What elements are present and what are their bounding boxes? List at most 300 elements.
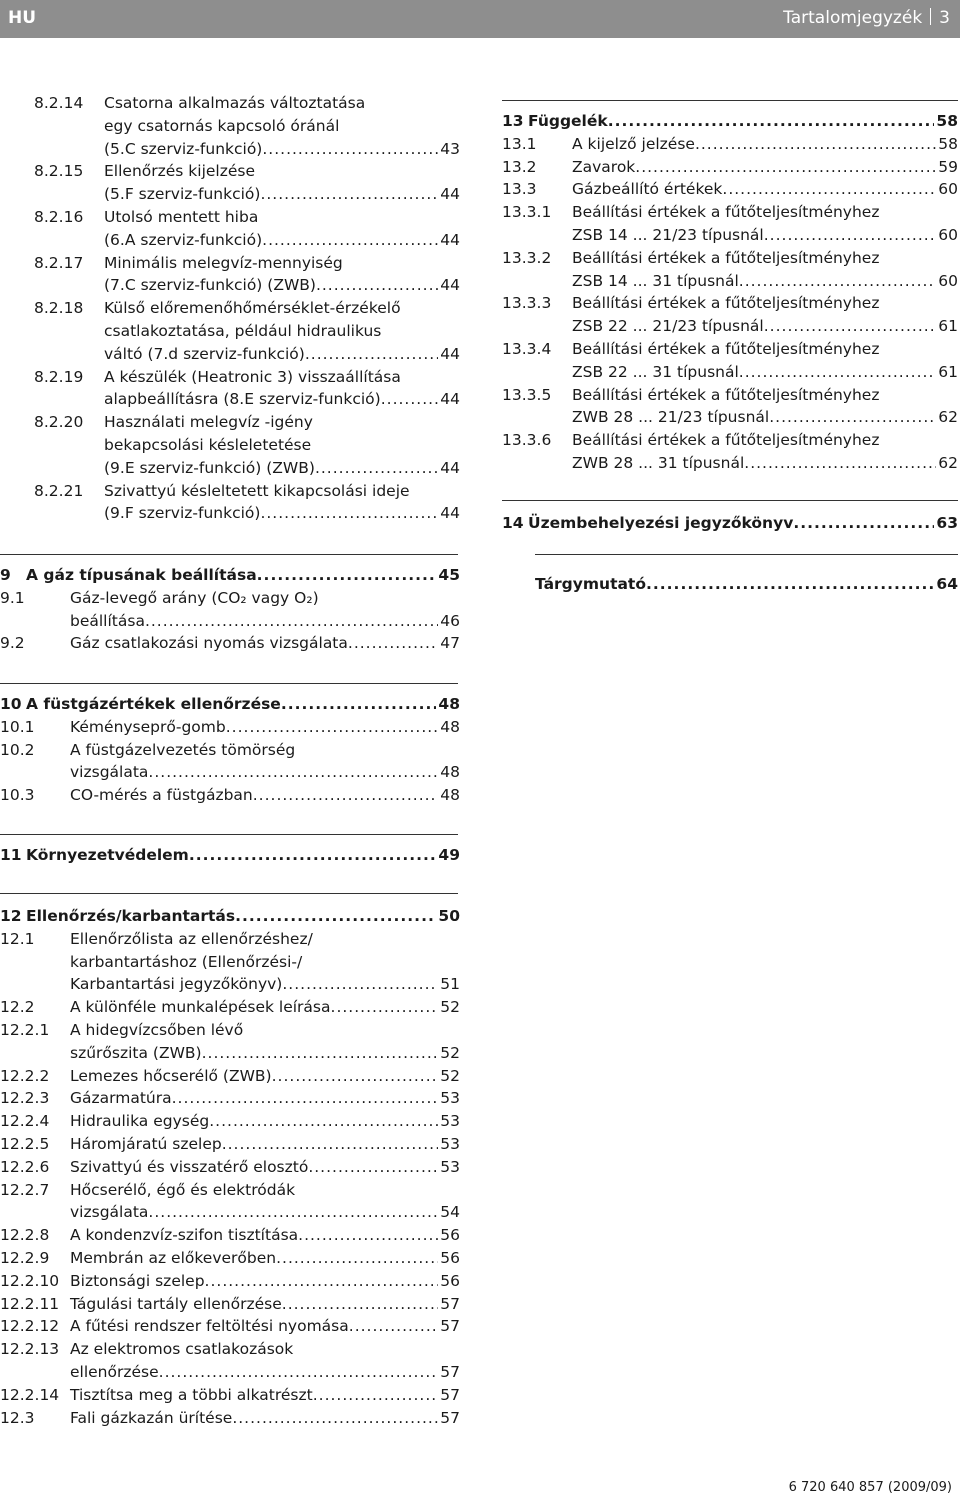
toc-entry-number: 13.3.4 xyxy=(502,340,552,358)
toc-entry-title: Szivattyú és visszatérő elosztó xyxy=(70,1157,309,1176)
toc-entry-page: 53 xyxy=(440,1089,460,1108)
toc-entry xyxy=(0,928,460,951)
toc-entry-number: 13.3.1 xyxy=(502,203,552,222)
toc-leader-dots xyxy=(722,178,936,201)
toc-entry xyxy=(502,452,958,475)
toc-entry xyxy=(34,92,460,115)
toc-entry-title: bekapcsolási késleletetése xyxy=(104,436,312,454)
toc-entry-number: 10.1 xyxy=(0,717,35,736)
toc-entry xyxy=(34,411,460,434)
toc-leader-dots xyxy=(260,183,438,206)
toc-entry-page: 57 xyxy=(440,1385,460,1404)
toc-entry xyxy=(0,784,460,807)
toc-entry-title: csatlakoztatása, például hidraulikus xyxy=(104,322,382,340)
toc-chapter-heading xyxy=(535,573,958,596)
toc-entry-title: ellenőrzése xyxy=(70,1363,159,1381)
header-divider xyxy=(930,8,931,25)
toc-entry-number: 8.2.20 xyxy=(34,413,84,432)
toc-entry xyxy=(34,274,460,297)
toc-leader-dots xyxy=(276,1247,438,1270)
toc-entry xyxy=(502,270,958,293)
toc-entry xyxy=(34,138,460,161)
toc-entry-page: 53 xyxy=(440,1135,460,1153)
toc-leader-dots xyxy=(315,457,438,480)
toc-leader-dots xyxy=(695,133,936,156)
toc-leader-dots xyxy=(348,632,438,655)
toc-entry xyxy=(502,201,958,224)
toc-entry-title: Környezetvédelem xyxy=(26,846,189,864)
toc-entry-title: Kéményseprő-gomb xyxy=(70,717,226,736)
toc-entry-title: Utolsó mentett hiba xyxy=(104,208,259,226)
toc-entry xyxy=(502,406,958,429)
toc-entry-page: 48 xyxy=(440,763,460,782)
toc-entry-number xyxy=(502,315,572,338)
toc-entry-title: ZSB 22 ... 21/23 típusnál xyxy=(572,317,764,336)
toc-entry-title: szűrőszita (ZWB) xyxy=(70,1043,202,1062)
toc-leader-dots xyxy=(282,973,438,996)
toc-entry-page: 62 xyxy=(938,408,958,427)
toc-entry xyxy=(0,716,460,739)
toc-entry-page: 64 xyxy=(936,575,958,593)
toc-entry-number xyxy=(34,502,104,525)
toc-entry-title: Beállítási értékek a fűtőteljesítményhez xyxy=(572,294,880,313)
toc-leader-dots xyxy=(608,110,935,133)
toc-leader-dots xyxy=(308,1156,438,1179)
toc-entry-number xyxy=(34,388,104,411)
toc-chapter-heading xyxy=(502,110,958,133)
toc-leader-dots xyxy=(272,1065,438,1088)
toc-entry xyxy=(34,183,460,206)
divider-ch10 xyxy=(0,683,458,684)
toc-entry xyxy=(0,1133,460,1156)
toc-entry-number: 8.2.16 xyxy=(34,208,84,226)
toc-entry-title: Külső előremenőhőmérséklet-érzékelő xyxy=(104,299,401,318)
toc-entry xyxy=(0,1156,460,1179)
toc-entry-number: 8.2.15 xyxy=(34,162,84,181)
toc-entry-number: 10.2 xyxy=(0,740,35,759)
toc-entry-number: 13.2 xyxy=(502,157,537,176)
toc-entry-title: Gáz csatlakozási nyomás vizsgálata xyxy=(70,634,348,653)
toc-entry-title: Hőcserélő, égő és elektródák xyxy=(70,1180,296,1199)
toc-leader-dots xyxy=(232,1407,438,1430)
toc-entry-page: 62 xyxy=(938,454,958,472)
toc-entry xyxy=(0,1293,460,1316)
toc-entry-page: 57 xyxy=(440,1363,460,1381)
toc-entry-number xyxy=(0,610,70,633)
toc-entry xyxy=(0,1042,460,1065)
toc-entry xyxy=(502,133,958,156)
toc-entry-number xyxy=(34,138,104,161)
toc-entry-number: 12.2.11 xyxy=(0,1294,60,1313)
toc-leader-dots xyxy=(202,1042,438,1065)
toc-entry-number xyxy=(502,224,572,247)
toc-entry xyxy=(34,115,460,138)
toc-entry xyxy=(0,996,460,1019)
toc-entry-title: Ellenőrzés/karbantartás xyxy=(26,907,236,925)
toc-chapter-heading xyxy=(0,905,460,928)
toc-entry-page: 53 xyxy=(440,1157,460,1176)
toc-entry xyxy=(502,178,958,201)
toc-leader-dots xyxy=(222,1133,438,1156)
language-code: HU xyxy=(8,8,37,28)
toc-entry-number xyxy=(34,115,104,138)
toc-entry-title: A fűtési rendszer feltöltési nyomása xyxy=(70,1317,349,1336)
toc-entry xyxy=(0,761,460,784)
toc-entry-title: Gázbeállító értékek xyxy=(572,180,723,199)
toc-entry-number xyxy=(502,270,572,293)
toc-entry-number: 12.2.5 xyxy=(0,1135,50,1153)
toc-entry xyxy=(0,1201,460,1224)
toc-entry-page: 48 xyxy=(438,695,460,713)
toc-leader-dots xyxy=(262,138,438,161)
toc-entry-number xyxy=(34,343,104,366)
toc-entry-title: Beállítási értékek a fűtőteljesítményhez xyxy=(572,203,880,222)
toc-entry-number: 12.2 xyxy=(0,998,35,1017)
toc-entry xyxy=(502,338,958,361)
toc-entry-page: 49 xyxy=(438,846,460,864)
toc-entry-page: 52 xyxy=(440,1066,460,1085)
toc-leader-dots xyxy=(172,1087,438,1110)
toc-entry xyxy=(34,320,460,343)
toc-leader-dots xyxy=(262,229,438,252)
toc-entry xyxy=(0,1247,460,1270)
toc-entry-number: 9 xyxy=(0,566,11,584)
toc-entry-title: A kondenzvíz-szifon tisztítása xyxy=(70,1226,299,1245)
toc-entry-title: (5.C szerviz-funkció) xyxy=(104,139,263,158)
toc-entry-title: ZSB 14 ... 31 típusnál xyxy=(572,271,739,290)
toc-entry xyxy=(0,1361,460,1384)
toc-entry-number xyxy=(0,973,70,996)
toc-entry xyxy=(34,366,460,389)
toc-entry xyxy=(0,1315,460,1338)
toc-entry xyxy=(0,973,460,996)
toc-entry-title: (9.E szerviz-funkció) (ZWB) xyxy=(104,458,315,477)
toc-entry xyxy=(34,434,460,457)
toc-entry xyxy=(34,480,460,503)
toc-entry-number xyxy=(34,229,104,252)
toc-entry-page: 51 xyxy=(440,975,460,994)
toc-entry xyxy=(34,457,460,480)
toc-chapter-heading xyxy=(502,512,958,535)
toc-entry-number xyxy=(34,320,104,343)
toc-entry-title: Használati melegvíz -igény xyxy=(104,413,313,432)
toc-leader-dots xyxy=(316,274,438,297)
section-title: Tartalomjegyzék xyxy=(783,8,923,28)
toc-leader-dots xyxy=(313,1384,438,1407)
toc-leader-dots xyxy=(281,693,437,716)
toc-entry-number xyxy=(502,452,572,475)
toc-entry-number: 12.2.1 xyxy=(0,1021,50,1039)
divider-index xyxy=(535,554,958,555)
toc-leader-dots xyxy=(253,784,438,807)
toc-entry-number xyxy=(0,1361,70,1384)
toc-entry-number: 12.3 xyxy=(0,1408,35,1427)
toc-leader-dots xyxy=(769,406,936,429)
toc-entry xyxy=(0,739,460,762)
toc-entry xyxy=(502,429,958,452)
toc-entry-page: 57 xyxy=(440,1317,460,1336)
divider-ch13 xyxy=(502,100,958,101)
toc-entry-number: 13.3 xyxy=(502,180,537,199)
toc-entry-number: 11 xyxy=(0,846,22,864)
toc-entry-number: 12.2.4 xyxy=(0,1112,50,1131)
toc-entry-title: Gázarmatúra xyxy=(70,1089,172,1108)
toc-entry-page: 44 xyxy=(440,230,460,249)
toc-entry-number: 13.3.2 xyxy=(502,248,552,267)
toc-entry xyxy=(502,384,958,407)
toc-entry-number: 10.3 xyxy=(0,786,35,805)
toc-entry-title: Tisztítsa meg a többi alkatrészt xyxy=(70,1385,313,1404)
toc-entry xyxy=(34,160,460,183)
toc-entry-number xyxy=(502,406,572,429)
toc-entry-title: (7.C szerviz-funkció) (ZWB) xyxy=(104,276,316,295)
document-code: 6 720 640 857 (2009/09) xyxy=(788,1480,952,1495)
toc-leader-dots xyxy=(159,1361,438,1384)
toc-entry-page: 53 xyxy=(440,1112,460,1131)
toc-entry-page: 57 xyxy=(440,1294,460,1313)
toc-entry-page: 52 xyxy=(440,998,460,1017)
toc-entry-title: Membrán az előkeverőben xyxy=(70,1249,277,1267)
toc-entry-title: Üzembehelyezési jegyzőkönyv xyxy=(528,514,794,532)
toc-leader-dots xyxy=(148,1201,438,1224)
toc-entry-title: Szivattyú késleltetett kikapcsolási ideje xyxy=(104,481,410,500)
toc-entry-number: 8.2.21 xyxy=(34,481,84,500)
toc-entry-title: ZWB 28 ... 21/23 típusnál xyxy=(572,408,770,427)
toc-entry-page: 61 xyxy=(938,317,958,336)
divider-ch12 xyxy=(0,893,458,894)
toc-entry-number: 13.1 xyxy=(502,134,537,153)
toc-entry-title: Ellenőrzés kijelzése xyxy=(104,162,256,181)
toc-entry xyxy=(0,1110,460,1133)
toc-entry-number: 12.2.13 xyxy=(0,1340,60,1359)
toc-entry-page: 44 xyxy=(440,276,460,295)
toc-leader-dots xyxy=(148,761,438,784)
toc-leader-dots xyxy=(739,270,936,293)
toc-entry-title: Beállítási értékek a fűtőteljesítményhez xyxy=(572,385,880,404)
toc-entry-number xyxy=(0,1042,70,1065)
toc-entry-title: alapbeállításra (8.E szerviz-funkció) xyxy=(104,390,381,409)
toc-entry-number: 8.2.17 xyxy=(34,253,84,272)
toc-entry-title: A füstgázértékek ellenőrzése xyxy=(26,695,281,713)
toc-entry-title: ZWB 28 ... 31 típusnál xyxy=(572,454,745,472)
toc-leader-dots xyxy=(305,343,438,366)
toc-entry-number xyxy=(502,361,572,384)
toc-entry-number xyxy=(0,1201,70,1224)
toc-entry-page: 60 xyxy=(938,271,958,290)
toc-entry xyxy=(0,587,460,610)
toc-entry-number: 10 xyxy=(0,695,22,713)
toc-entry-title: Lemezes hőcserélő (ZWB) xyxy=(70,1066,272,1085)
toc-entry-page: 60 xyxy=(938,180,958,199)
toc-leader-dots xyxy=(209,1110,438,1133)
toc-entry-title: (5.F szerviz-funkció) xyxy=(104,185,261,204)
toc-entry-number xyxy=(34,457,104,480)
toc-entry xyxy=(34,343,460,366)
toc-leader-dots xyxy=(145,610,438,633)
toc-chapter-heading xyxy=(0,693,460,716)
toc-entry-number: 12.2.6 xyxy=(0,1157,50,1176)
toc-entry-number: 12.1 xyxy=(0,929,35,948)
toc-entry-number: 12.2.12 xyxy=(0,1317,60,1336)
toc-leader-dots xyxy=(764,315,936,338)
toc-entry-title: vizsgálata xyxy=(70,763,149,782)
toc-entry-number: 8.2.14 xyxy=(34,94,84,112)
toc-entry-number: 9.2 xyxy=(0,634,25,653)
toc-entry-title: Biztonsági szelep xyxy=(70,1271,205,1290)
toc-entry xyxy=(0,951,460,974)
toc-entry-page: 52 xyxy=(440,1043,460,1062)
toc-entry-page: 58 xyxy=(938,134,958,153)
toc-entry-number: 12.2.10 xyxy=(0,1271,60,1290)
toc-entry xyxy=(0,1065,460,1088)
toc-entry-page: 56 xyxy=(440,1249,460,1267)
toc-entry-title: Háromjáratú szelep xyxy=(70,1135,222,1153)
toc-entry xyxy=(502,247,958,270)
toc-entry-title: A gáz típusának beállítása xyxy=(26,566,257,584)
divider-ch11 xyxy=(0,834,458,835)
toc-entry-page: 48 xyxy=(440,786,460,805)
toc-chapter-heading xyxy=(0,844,460,867)
toc-entry xyxy=(502,224,958,247)
toc-entry-number: 12.2.3 xyxy=(0,1089,50,1108)
toc-entry xyxy=(502,292,958,315)
toc-leader-dots xyxy=(793,512,934,535)
toc-entry-title: Fali gázkazán ürítése xyxy=(70,1408,233,1427)
toc-leader-dots xyxy=(298,1224,438,1247)
toc-entry-number xyxy=(0,951,70,974)
toc-entry xyxy=(0,1224,460,1247)
toc-leader-dots xyxy=(257,564,437,587)
toc-entry-title: A különféle munkalépések leírása xyxy=(70,998,331,1017)
toc-leader-dots xyxy=(331,996,438,1019)
toc-leader-dots xyxy=(646,573,934,596)
toc-leader-dots xyxy=(189,844,437,867)
toc-entry-number: 14 xyxy=(502,514,524,532)
toc-entry-page: 46 xyxy=(440,611,460,630)
toc-entry-title: Hidraulika egység xyxy=(70,1112,210,1131)
page-number: 3 xyxy=(939,8,950,28)
toc-entry-number: 13.3.5 xyxy=(502,385,552,404)
toc-entry xyxy=(34,502,460,525)
toc-entry-page: 58 xyxy=(936,112,958,130)
toc-entry xyxy=(34,206,460,229)
toc-leader-dots xyxy=(744,452,936,475)
toc-entry-title: Csatorna alkalmazás változtatása xyxy=(104,94,366,112)
toc-entry-page: 56 xyxy=(440,1271,460,1290)
toc-entry-number xyxy=(34,434,104,457)
toc-entry-title: Karbantartási jegyzőkönyv) xyxy=(70,975,283,994)
toc-entry-number: 12 xyxy=(0,907,22,925)
toc-entry-number: 8.2.18 xyxy=(34,299,84,318)
toc-entry-title: Beállítási értékek a fűtőteljesítményhez xyxy=(572,431,880,450)
toc-entry-number: 12.2.14 xyxy=(0,1385,60,1404)
toc-entry-title: A készülék (Heatronic 3) visszaállítása xyxy=(104,367,401,386)
toc-entry-title: Beállítási értékek a fűtőteljesítményhez xyxy=(572,340,880,358)
toc-entry xyxy=(34,388,460,411)
toc-entry-number: 12.2.9 xyxy=(0,1249,50,1267)
toc-entry-page: 47 xyxy=(440,634,460,653)
toc-entry xyxy=(34,297,460,320)
toc-entry-title: A füstgázelvezetés tömörség xyxy=(70,740,296,759)
toc-leader-dots xyxy=(205,1270,438,1293)
toc-entry-page: 50 xyxy=(438,907,460,925)
toc-entry-title: Beállítási értékek a fűtőteljesítményhez xyxy=(572,248,880,267)
toc-entry-title: ZSB 14 ... 21/23 típusnál xyxy=(572,226,764,244)
toc-entry xyxy=(34,252,460,275)
toc-entry-page: 48 xyxy=(440,717,460,736)
toc-entry xyxy=(0,1087,460,1110)
toc-entry-number xyxy=(34,274,104,297)
toc-entry-page: 57 xyxy=(440,1408,460,1427)
toc-entry-number: 13.3.6 xyxy=(502,431,552,450)
toc-entry-title: Tárgymutató xyxy=(535,575,646,593)
toc-entry-title: egy csatornás kapcsoló óránál xyxy=(104,116,340,135)
toc-entry-title: Az elektromos csatlakozások xyxy=(70,1340,294,1359)
toc-entry-page: 59 xyxy=(938,157,958,176)
toc-entry xyxy=(502,315,958,338)
toc-entry-number xyxy=(0,761,70,784)
toc-entry-number xyxy=(34,183,104,206)
toc-entry xyxy=(0,1407,460,1430)
toc-entry-number: 12.2.7 xyxy=(0,1180,50,1199)
toc-entry xyxy=(0,1338,460,1361)
toc-entry xyxy=(0,1384,460,1407)
toc-entry xyxy=(0,610,460,633)
toc-entry-title: (9.F szerviz-funkció) xyxy=(104,504,261,523)
toc-entry-title: vizsgálata xyxy=(70,1203,149,1222)
toc-entry-page: 61 xyxy=(938,362,958,381)
toc-entry-page: 63 xyxy=(936,514,958,532)
toc-entry xyxy=(502,156,958,179)
toc-entry-title: beállítása xyxy=(70,611,145,630)
toc-entry-title: Függelék xyxy=(528,112,608,130)
toc-leader-dots xyxy=(235,905,436,928)
toc-entry xyxy=(0,1270,460,1293)
divider-ch9 xyxy=(0,554,458,555)
header-right xyxy=(783,8,950,28)
toc-entry-title: karbantartáshoz (Ellenőrzési-/ xyxy=(70,952,303,971)
toc-entry-title: Ellenőrzőlista az ellenőrzéshez/ xyxy=(70,929,313,948)
toc-entry-number: 12.2.8 xyxy=(0,1226,50,1245)
toc-entry-title: Minimális melegvíz-mennyiség xyxy=(104,253,343,272)
toc-entry xyxy=(0,1019,460,1042)
toc-entry-number: 12.2.2 xyxy=(0,1066,50,1085)
toc-entry-page: 45 xyxy=(438,566,460,584)
toc-entry-number: 13 xyxy=(502,112,524,130)
toc-entry-page: 56 xyxy=(440,1226,460,1245)
toc-entry-number: 8.2.19 xyxy=(34,367,84,386)
toc-leader-dots xyxy=(349,1315,438,1338)
toc-entry-page: 43 xyxy=(440,139,460,158)
toc-entry-title: váltó (7.d szerviz-funkció) xyxy=(104,344,305,363)
toc-entry-page: 54 xyxy=(440,1203,460,1222)
toc-leader-dots xyxy=(226,716,438,739)
toc-leader-dots xyxy=(282,1293,438,1316)
toc-entry-page: 44 xyxy=(440,344,460,363)
toc-entry-number: 9.1 xyxy=(0,588,25,607)
toc-leader-dots xyxy=(739,361,936,384)
toc-entry-page: 60 xyxy=(938,226,958,244)
toc-entry-title: A kijelző jelzése xyxy=(572,134,695,153)
toc-entry-title: Zavarok xyxy=(572,157,636,176)
toc-leader-dots xyxy=(381,388,438,411)
toc-entry xyxy=(34,229,460,252)
page-header xyxy=(0,0,960,38)
toc-entry-page: 44 xyxy=(440,390,460,409)
toc-entry-page: 44 xyxy=(440,458,460,477)
toc-entry-number: 13.3.3 xyxy=(502,294,552,313)
toc-leader-dots xyxy=(764,224,936,247)
